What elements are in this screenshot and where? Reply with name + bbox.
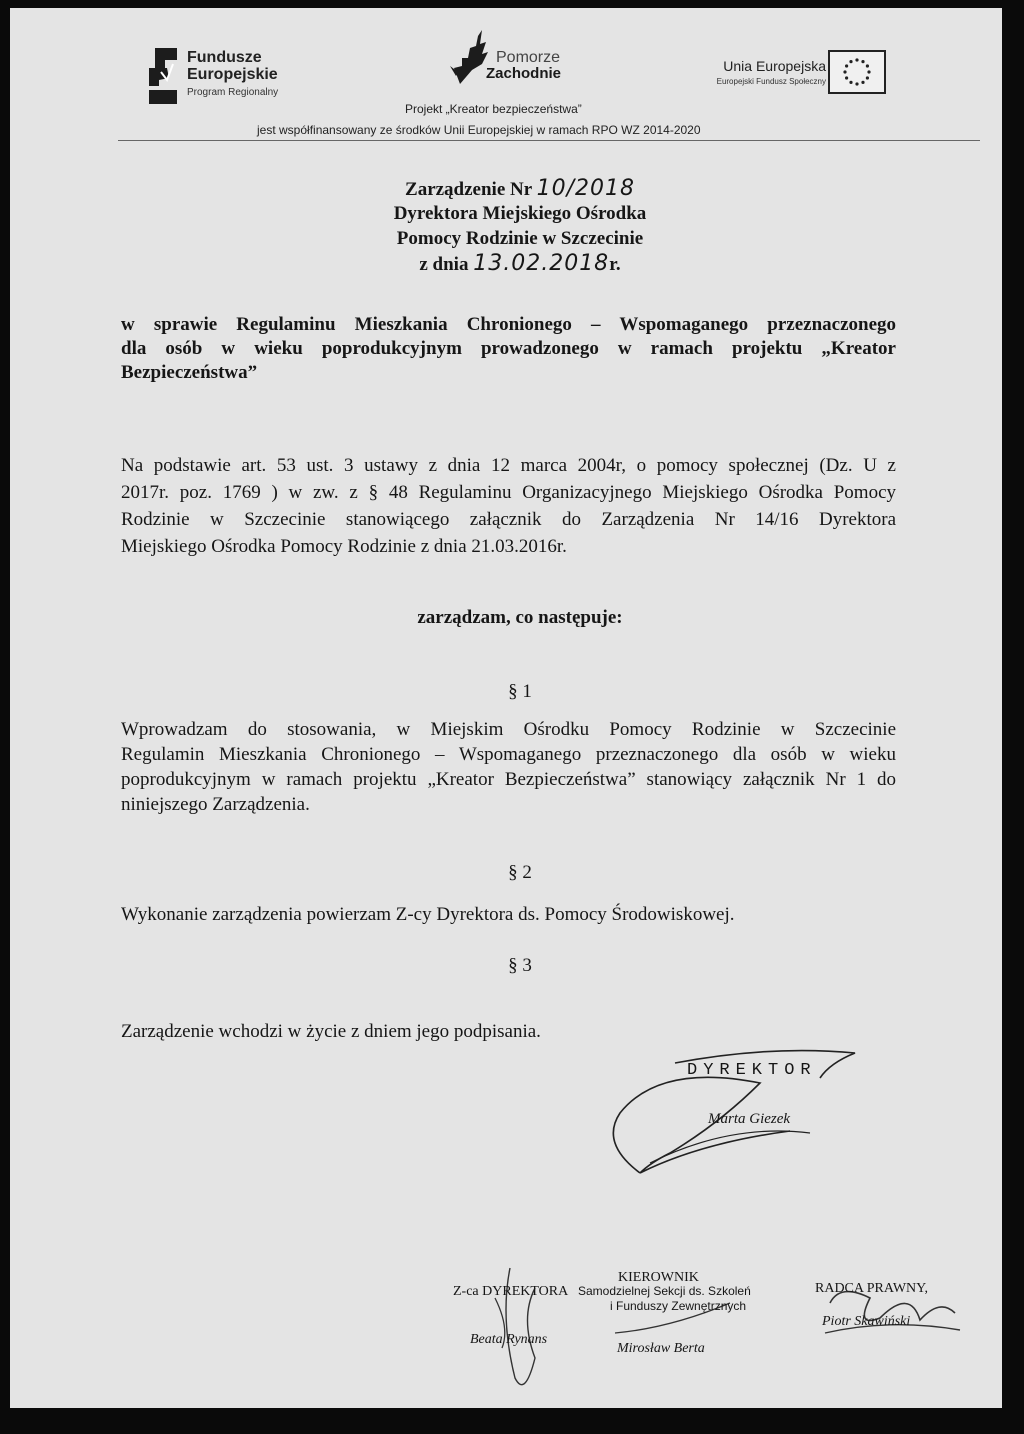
fe-title-line1: Fundusze [187, 49, 262, 66]
section-1-line: Wprowadzam do stosowania, w Miejskim Ośrodku Pomocy Rodzinie w Szczecinie [121, 719, 896, 740]
section-1-line: niniejszego Zarządzenia. [121, 794, 310, 815]
decree-number-handwritten: 10/2018 [536, 176, 635, 201]
section-3-heading: § 3 [508, 955, 532, 976]
head-name: Mirosław Berta [617, 1341, 705, 1356]
basis-line: Na podstawie art. 53 ust. 3 ustawy z dnia 12 marca 2004r, o pomocy społecznej (Dz. U z [121, 455, 896, 476]
section-1-line: Regulamin Mieszkania Chronionego – Wspomaganego przeznaczonego dla osób w wieku [121, 744, 896, 765]
director-label: DYREKTOR [687, 1061, 817, 1080]
basis-line: 2017r. poz. 1769 ) w zw. z § 48 Regulaminu Organizacyjnego Miejskiego Ośrodka Pomocy [121, 482, 896, 503]
basis-line: Miejskiego Ośrodka Pomocy Rodzinie z dnia 21.03.2016r. [121, 536, 567, 557]
title-prefix: Zarządzenie Nr [405, 179, 532, 200]
fe-title-line2: Europejskie [187, 66, 278, 83]
head-unit-line1: Samodzielnej Sekcji ds. Szkoleń [578, 1284, 751, 1298]
eu-flag-icon [828, 50, 886, 94]
head-label: KIEROWNIK [618, 1270, 699, 1285]
section-1-heading: § 1 [508, 681, 532, 702]
deputy-director-label: Z-ca DYREKTORA [453, 1284, 569, 1299]
section-3-paragraph: Zarządzenie wchodzi w życie z dniem jego podpisania. [121, 1021, 541, 1042]
ue-title: Unia Europejska [723, 58, 826, 74]
subject-paragraph [121, 313, 896, 385]
title-line2: Dyrektora Miejskiego Ośrodka [393, 203, 647, 224]
head-unit-line2: i Funduszy Zewnętrznych [610, 1299, 747, 1313]
basis-line: Rodzinie w Szczecinie stanowiącego załącznik do Zarządzenia Nr 14/16 Dyrektora [121, 509, 896, 530]
fundusze-europejskie-logo [147, 46, 307, 106]
legal-counsel-name: Piotr Skawiński [822, 1314, 911, 1329]
decree-date-handwritten: 13.02.2018 [473, 251, 610, 276]
signature-scribble-icon [580, 1023, 880, 1193]
unia-europejska-logo [678, 50, 898, 100]
deputy-director-name: Beata Rynans [470, 1332, 548, 1347]
pz-title-line2: Zachodnie [486, 65, 562, 82]
project-line2: jest współfinansowany ze środków Unii Europejskiej w ramach RPO WZ 2014-2020 [257, 123, 701, 137]
decree-statement: zarządzam, co następuje: [417, 607, 623, 628]
legal-counsel-label: RADCA PRAWNY, [815, 1281, 928, 1296]
subject-line: Bezpieczeństwa” [121, 362, 258, 383]
header-divider [118, 140, 980, 141]
section-1-paragraph [121, 717, 896, 817]
legal-basis-paragraph [121, 452, 896, 560]
date-prefix: z dnia [419, 254, 469, 275]
title-line4 [260, 251, 780, 277]
section-1-line: poprodukcyjnym w ramach projektu „Kreator Bezpieczeństwa” stanowiący załącznik Nr 1 do [121, 769, 896, 790]
date-suffix: r. [609, 254, 621, 275]
fe-subtitle: Program Regionalny [187, 87, 279, 98]
ue-subtitle: Europejski Fundusz Społeczny [716, 77, 826, 86]
subject-line: dla osób w wieku poprodukcyjnym prowadzonego w ramach projektu „Kreator [121, 338, 896, 359]
title-line3: Pomocy Rodzinie w Szczecinie [396, 228, 644, 249]
pomorze-zachodnie-logo [448, 28, 588, 88]
director-name: Marta Giezek [708, 1111, 791, 1127]
pz-title-line1: Pomorze [496, 49, 561, 66]
document-page [10, 8, 1002, 1408]
fe-emblem-icon [147, 46, 183, 104]
section-2-paragraph: Wykonanie zarządzenia powierzam Z-cy Dyrektora ds. Pomocy Środowiskowej. [121, 904, 735, 925]
title-line1 [260, 176, 780, 202]
section-2-heading: § 2 [508, 862, 532, 883]
director-signature [580, 1023, 880, 1193]
project-line1: Projekt „Kreator bezpieczeństwa” [405, 102, 582, 116]
subject-line: w sprawie Regulaminu Mieszkania Chronionego – Wspomaganego przeznaczonego [121, 314, 896, 335]
